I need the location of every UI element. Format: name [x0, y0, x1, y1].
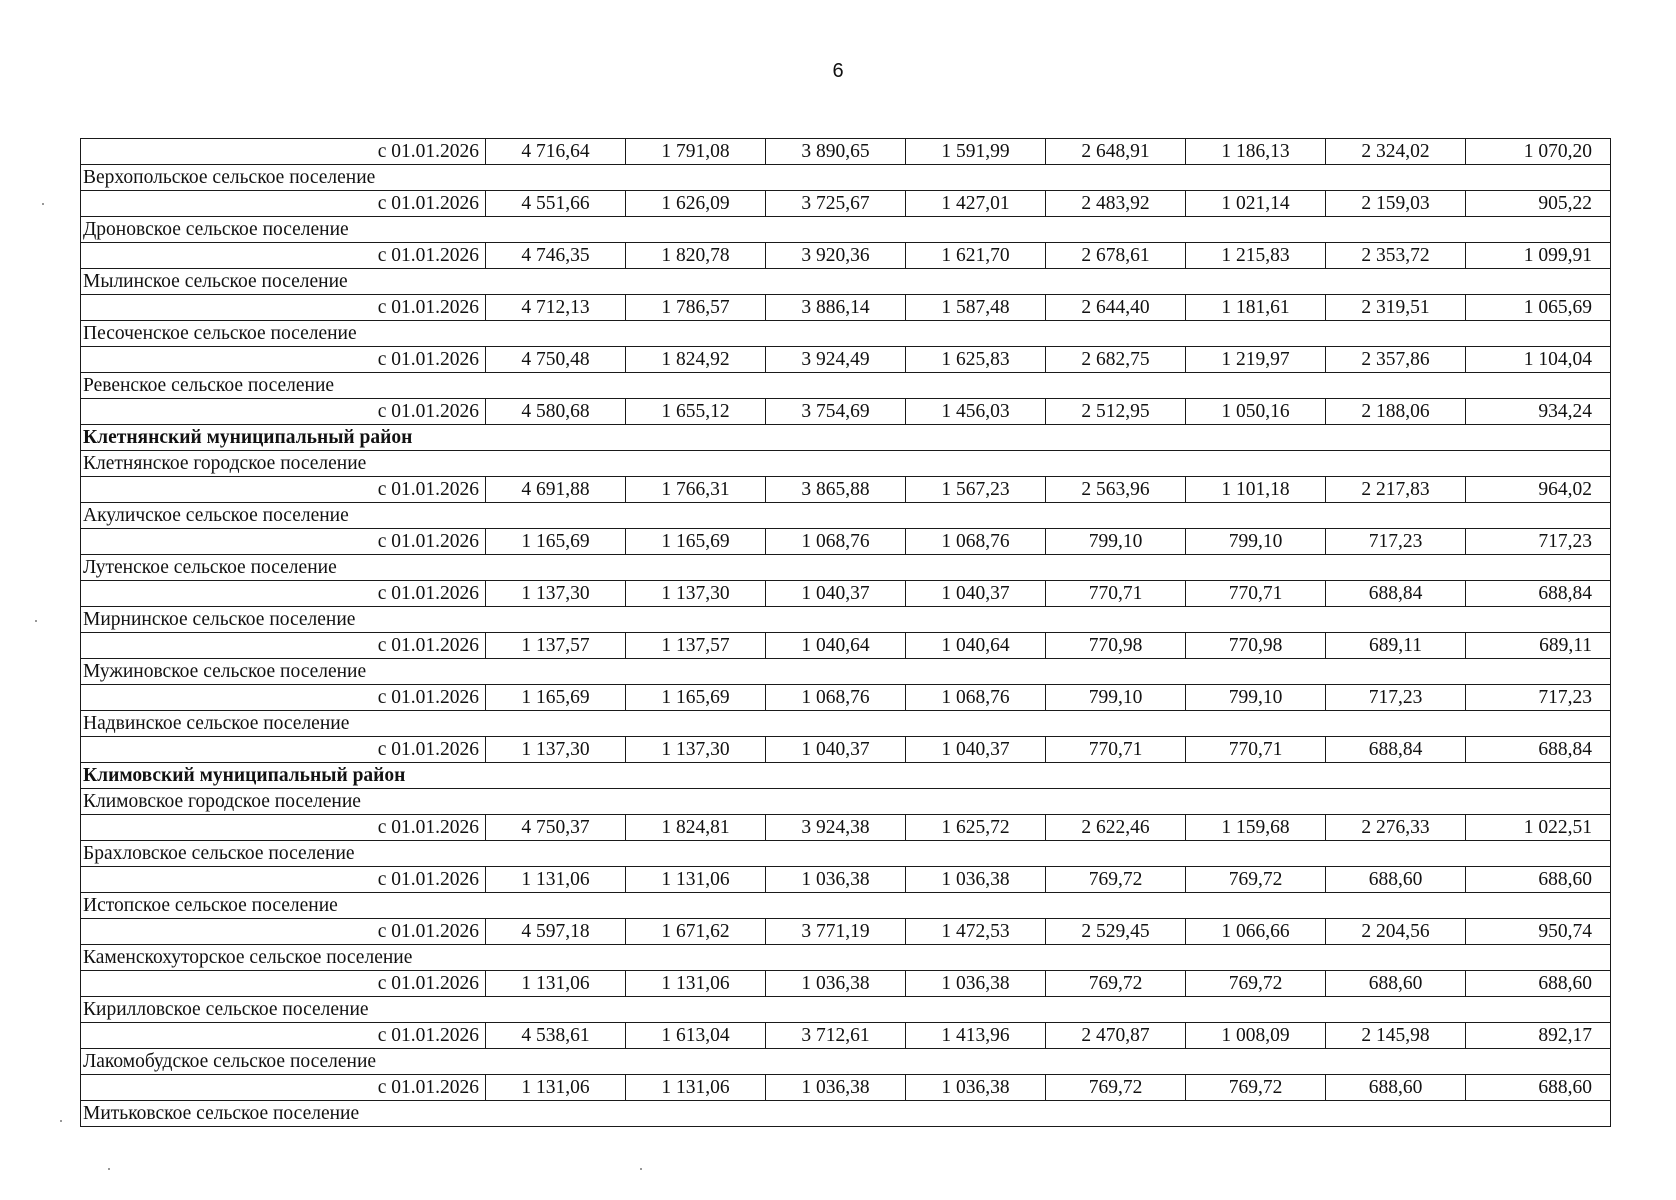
effective-date-cell: с 01.01.2026 — [81, 867, 486, 893]
tariff-value-cell: 1 219,97 — [1186, 347, 1326, 373]
tariff-value-cell: 1 591,99 — [906, 139, 1046, 165]
tariff-value-cell: 1 625,83 — [906, 347, 1046, 373]
tariff-value-cell: 769,72 — [1046, 971, 1186, 997]
tariff-values-row — [81, 347, 1611, 373]
tariff-value-cell: 717,23 — [1326, 685, 1466, 711]
tariff-value-cell: 4 538,61 — [486, 1023, 626, 1049]
tariff-value-cell: 688,60 — [1326, 867, 1466, 893]
settlement-row — [81, 945, 1611, 971]
settlement-row — [81, 1101, 1611, 1127]
tariff-value-cell: 4 597,18 — [486, 919, 626, 945]
tariff-value-cell: 1 036,38 — [906, 1075, 1046, 1101]
tariff-value-cell: 1 186,13 — [1186, 139, 1326, 165]
tariff-values-row — [81, 685, 1611, 711]
effective-date-cell: с 01.01.2026 — [81, 295, 486, 321]
tariff-value-cell: 1 137,30 — [626, 737, 766, 763]
tariff-value-cell: 1 137,30 — [486, 737, 626, 763]
tariff-value-cell: 1 068,76 — [766, 529, 906, 555]
tariff-value-cell: 3 886,14 — [766, 295, 906, 321]
tariff-value-cell: 1 165,69 — [486, 529, 626, 555]
scan-speck — [640, 1168, 642, 1170]
tariff-value-cell: 1 824,81 — [626, 815, 766, 841]
tariff-value-cell: 1 131,06 — [486, 867, 626, 893]
tariff-value-cell: 1 131,06 — [486, 971, 626, 997]
tariff-value-cell: 2 678,61 — [1046, 243, 1186, 269]
tariff-values-row — [81, 1023, 1611, 1049]
tariff-value-cell: 1 036,38 — [766, 867, 906, 893]
tariff-value-cell: 4 551,66 — [486, 191, 626, 217]
effective-date-cell: с 01.01.2026 — [81, 581, 486, 607]
tariff-values-row — [81, 529, 1611, 555]
settlement-row — [81, 217, 1611, 243]
settlement-name: Ревенское сельское поселение — [81, 373, 1611, 399]
tariff-value-cell: 2 512,95 — [1046, 399, 1186, 425]
tariff-value-cell: 2 622,46 — [1046, 815, 1186, 841]
tariff-value-cell: 1 131,06 — [486, 1075, 626, 1101]
settlement-name: Мужиновское сельское поселение — [81, 659, 1611, 685]
effective-date-cell: с 01.01.2026 — [81, 347, 486, 373]
tariff-values-row — [81, 477, 1611, 503]
settlement-name: Климовское городское поселение — [81, 789, 1611, 815]
tariff-value-cell: 688,84 — [1466, 737, 1611, 763]
effective-date-cell: с 01.01.2026 — [81, 477, 486, 503]
tariff-value-cell: 799,10 — [1046, 685, 1186, 711]
effective-date-cell: с 01.01.2026 — [81, 685, 486, 711]
effective-date-cell: с 01.01.2026 — [81, 919, 486, 945]
tariff-values-row — [81, 1075, 1611, 1101]
tariff-value-cell: 4 580,68 — [486, 399, 626, 425]
settlement-name: Каменскохуторское сельское поселение — [81, 945, 1611, 971]
tariff-value-cell: 1 068,76 — [766, 685, 906, 711]
settlement-row — [81, 893, 1611, 919]
tariff-value-cell: 1 587,48 — [906, 295, 1046, 321]
tariff-value-cell: 717,23 — [1466, 529, 1611, 555]
tariff-value-cell: 1 068,76 — [906, 529, 1046, 555]
settlement-row — [81, 789, 1611, 815]
tariff-value-cell: 1 040,37 — [766, 581, 906, 607]
tariff-value-cell: 2 217,83 — [1326, 477, 1466, 503]
tariff-value-cell: 1 036,38 — [906, 867, 1046, 893]
tariff-value-cell: 1 427,01 — [906, 191, 1046, 217]
tariff-value-cell: 3 754,69 — [766, 399, 906, 425]
settlement-name: Дроновское сельское поселение — [81, 217, 1611, 243]
effective-date-cell: с 01.01.2026 — [81, 971, 486, 997]
tariff-values-row — [81, 399, 1611, 425]
effective-date-cell: с 01.01.2026 — [81, 191, 486, 217]
tariff-table — [80, 138, 1611, 1127]
tariff-value-cell: 3 920,36 — [766, 243, 906, 269]
tariff-value-cell: 1 104,04 — [1466, 347, 1611, 373]
tariff-value-cell: 1 065,69 — [1466, 295, 1611, 321]
tariff-value-cell: 1 040,37 — [906, 581, 1046, 607]
effective-date-cell: с 01.01.2026 — [81, 737, 486, 763]
tariff-value-cell: 2 353,72 — [1326, 243, 1466, 269]
tariff-value-cell: 1 040,37 — [766, 737, 906, 763]
settlement-row — [81, 451, 1611, 477]
tariff-value-cell: 1 050,16 — [1186, 399, 1326, 425]
tariff-value-cell: 689,11 — [1466, 633, 1611, 659]
tariff-value-cell: 1 215,83 — [1186, 243, 1326, 269]
tariff-value-cell: 3 725,67 — [766, 191, 906, 217]
settlement-name: Песоченское сельское поселение — [81, 321, 1611, 347]
tariff-value-cell: 950,74 — [1466, 919, 1611, 945]
settlement-row — [81, 555, 1611, 581]
tariff-value-cell: 964,02 — [1466, 477, 1611, 503]
tariff-value-cell: 1 824,92 — [626, 347, 766, 373]
scan-speck — [60, 1120, 62, 1122]
tariff-value-cell: 717,23 — [1326, 529, 1466, 555]
district-header-row — [81, 425, 1611, 451]
tariff-value-cell: 4 750,37 — [486, 815, 626, 841]
tariff-value-cell: 1 137,57 — [486, 633, 626, 659]
tariff-value-cell: 770,71 — [1046, 581, 1186, 607]
scan-speck — [108, 1168, 110, 1170]
tariff-value-cell: 892,17 — [1466, 1023, 1611, 1049]
tariff-value-cell: 799,10 — [1186, 685, 1326, 711]
tariff-value-cell: 2 159,03 — [1326, 191, 1466, 217]
tariff-value-cell: 2 682,75 — [1046, 347, 1186, 373]
page-number: 6 — [832, 60, 844, 82]
tariff-value-cell: 2 563,96 — [1046, 477, 1186, 503]
settlement-name: Верхопольское сельское поселение — [81, 165, 1611, 191]
tariff-value-cell: 3 712,61 — [766, 1023, 906, 1049]
effective-date-cell: с 01.01.2026 — [81, 399, 486, 425]
scan-speck — [42, 203, 44, 205]
table-body — [81, 139, 1611, 1127]
settlement-row — [81, 269, 1611, 295]
tariff-value-cell: 1 766,31 — [626, 477, 766, 503]
tariff-value-cell: 1 101,18 — [1186, 477, 1326, 503]
tariff-value-cell: 1 036,38 — [766, 1075, 906, 1101]
tariff-value-cell: 1 613,04 — [626, 1023, 766, 1049]
tariff-value-cell: 1 626,09 — [626, 191, 766, 217]
settlement-row — [81, 321, 1611, 347]
tariff-value-cell: 3 865,88 — [766, 477, 906, 503]
tariff-value-cell: 1 655,12 — [626, 399, 766, 425]
settlement-name: Брахловское сельское поселение — [81, 841, 1611, 867]
tariff-value-cell: 2 470,87 — [1046, 1023, 1186, 1049]
tariff-value-cell: 717,23 — [1466, 685, 1611, 711]
effective-date-cell: с 01.01.2026 — [81, 1075, 486, 1101]
tariff-value-cell: 1 036,38 — [906, 971, 1046, 997]
tariff-value-cell: 770,71 — [1186, 737, 1326, 763]
tariff-value-cell: 1 567,23 — [906, 477, 1046, 503]
tariff-value-cell: 689,11 — [1326, 633, 1466, 659]
tariff-value-cell: 688,84 — [1326, 581, 1466, 607]
tariff-value-cell: 769,72 — [1186, 1075, 1326, 1101]
settlement-row — [81, 841, 1611, 867]
tariff-value-cell: 1 456,03 — [906, 399, 1046, 425]
district-name: Клетнянский муниципальный район — [81, 425, 1611, 451]
tariff-value-cell: 770,71 — [1186, 581, 1326, 607]
tariff-value-cell: 769,72 — [1186, 971, 1326, 997]
settlement-row — [81, 659, 1611, 685]
tariff-values-row — [81, 633, 1611, 659]
tariff-value-cell: 1 159,68 — [1186, 815, 1326, 841]
settlement-row — [81, 607, 1611, 633]
tariff-value-cell: 1 040,37 — [906, 737, 1046, 763]
tariff-value-cell: 799,10 — [1186, 529, 1326, 555]
settlement-row — [81, 373, 1611, 399]
tariff-value-cell: 1 036,38 — [766, 971, 906, 997]
settlement-name: Клетнянское городское поселение — [81, 451, 1611, 477]
tariff-values-row — [81, 581, 1611, 607]
tariff-value-cell: 2 648,91 — [1046, 139, 1186, 165]
tariff-value-cell: 3 771,19 — [766, 919, 906, 945]
scan-speck — [35, 620, 37, 622]
tariff-value-cell: 688,60 — [1326, 1075, 1466, 1101]
tariff-values-row — [81, 243, 1611, 269]
tariff-value-cell: 4 691,88 — [486, 477, 626, 503]
effective-date-cell: с 01.01.2026 — [81, 1023, 486, 1049]
tariff-value-cell: 688,60 — [1326, 971, 1466, 997]
settlement-name: Надвинское сельское поселение — [81, 711, 1611, 737]
tariff-value-cell: 1 099,91 — [1466, 243, 1611, 269]
tariff-value-cell: 1 413,96 — [906, 1023, 1046, 1049]
tariff-value-cell: 2 644,40 — [1046, 295, 1186, 321]
tariff-value-cell: 1 137,57 — [626, 633, 766, 659]
tariff-value-cell: 1 070,20 — [1466, 139, 1611, 165]
settlement-name: Истопское сельское поселение — [81, 893, 1611, 919]
tariff-value-cell: 688,60 — [1466, 867, 1611, 893]
tariff-value-cell: 1 137,30 — [626, 581, 766, 607]
effective-date-cell: с 01.01.2026 — [81, 139, 486, 165]
tariff-value-cell: 1 022,51 — [1466, 815, 1611, 841]
effective-date-cell: с 01.01.2026 — [81, 529, 486, 555]
tariff-value-cell: 1 181,61 — [1186, 295, 1326, 321]
tariff-value-cell: 4 716,64 — [486, 139, 626, 165]
tariff-value-cell: 1 137,30 — [486, 581, 626, 607]
effective-date-cell: с 01.01.2026 — [81, 815, 486, 841]
tariff-value-cell: 4 750,48 — [486, 347, 626, 373]
tariff-value-cell: 905,22 — [1466, 191, 1611, 217]
settlement-name: Акуличское сельское поселение — [81, 503, 1611, 529]
tariff-value-cell: 934,24 — [1466, 399, 1611, 425]
tariff-value-cell: 1 021,14 — [1186, 191, 1326, 217]
tariff-value-cell: 688,84 — [1326, 737, 1466, 763]
tariff-values-row — [81, 919, 1611, 945]
tariff-value-cell: 2 319,51 — [1326, 295, 1466, 321]
tariff-value-cell: 1 068,76 — [906, 685, 1046, 711]
tariff-value-cell: 2 483,92 — [1046, 191, 1186, 217]
tariff-values-row — [81, 295, 1611, 321]
tariff-value-cell: 3 890,65 — [766, 139, 906, 165]
tariff-value-cell: 770,71 — [1046, 737, 1186, 763]
tariff-value-cell: 1 131,06 — [626, 1075, 766, 1101]
tariff-values-row — [81, 139, 1611, 165]
tariff-value-cell: 688,60 — [1466, 971, 1611, 997]
tariff-value-cell: 769,72 — [1046, 1075, 1186, 1101]
settlement-name: Мирнинское сельское поселение — [81, 607, 1611, 633]
settlement-name: Лакомобудское сельское поселение — [81, 1049, 1611, 1075]
tariff-value-cell: 1 040,64 — [766, 633, 906, 659]
settlement-name: Митьковское сельское поселение — [81, 1101, 1611, 1127]
tariff-value-cell: 4 746,35 — [486, 243, 626, 269]
effective-date-cell: с 01.01.2026 — [81, 243, 486, 269]
tariff-value-cell: 3 924,38 — [766, 815, 906, 841]
tariff-value-cell: 1 165,69 — [626, 529, 766, 555]
tariff-values-row — [81, 191, 1611, 217]
tariff-value-cell: 1 131,06 — [626, 867, 766, 893]
tariff-value-cell: 2 188,06 — [1326, 399, 1466, 425]
tariff-value-cell: 1 131,06 — [626, 971, 766, 997]
district-name: Климовский муниципальный район — [81, 763, 1611, 789]
tariff-value-cell: 1 820,78 — [626, 243, 766, 269]
district-header-row — [81, 763, 1611, 789]
tariff-value-cell: 3 924,49 — [766, 347, 906, 373]
tariff-value-cell: 799,10 — [1046, 529, 1186, 555]
tariff-value-cell: 769,72 — [1046, 867, 1186, 893]
tariff-value-cell: 1 621,70 — [906, 243, 1046, 269]
tariff-value-cell: 2 204,56 — [1326, 919, 1466, 945]
tariff-value-cell: 1 791,08 — [626, 139, 766, 165]
settlement-name: Лутенское сельское поселение — [81, 555, 1611, 581]
tariff-value-cell: 770,98 — [1186, 633, 1326, 659]
tariff-value-cell: 1 040,64 — [906, 633, 1046, 659]
tariff-value-cell: 1 165,69 — [626, 685, 766, 711]
settlement-row — [81, 503, 1611, 529]
settlement-row — [81, 1049, 1611, 1075]
settlement-name: Кирилловское сельское поселение — [81, 997, 1611, 1023]
settlement-row — [81, 711, 1611, 737]
tariff-values-row — [81, 867, 1611, 893]
tariff-value-cell: 1 671,62 — [626, 919, 766, 945]
tariff-value-cell: 2 529,45 — [1046, 919, 1186, 945]
tariff-value-cell: 2 324,02 — [1326, 139, 1466, 165]
tariff-values-row — [81, 971, 1611, 997]
effective-date-cell: с 01.01.2026 — [81, 633, 486, 659]
settlement-row — [81, 997, 1611, 1023]
tariff-value-cell: 1 066,66 — [1186, 919, 1326, 945]
tariff-value-cell: 2 357,86 — [1326, 347, 1466, 373]
tariff-value-cell: 1 008,09 — [1186, 1023, 1326, 1049]
tariff-value-cell: 688,60 — [1466, 1075, 1611, 1101]
tariff-value-cell: 1 165,69 — [486, 685, 626, 711]
tariff-value-cell: 769,72 — [1186, 867, 1326, 893]
tariff-value-cell: 770,98 — [1046, 633, 1186, 659]
tariff-value-cell: 2 276,33 — [1326, 815, 1466, 841]
tariff-value-cell: 1 625,72 — [906, 815, 1046, 841]
settlement-row — [81, 165, 1611, 191]
tariff-values-row — [81, 737, 1611, 763]
tariff-value-cell: 688,84 — [1466, 581, 1611, 607]
tariff-value-cell: 2 145,98 — [1326, 1023, 1466, 1049]
tariff-values-row — [81, 815, 1611, 841]
tariff-value-cell: 4 712,13 — [486, 295, 626, 321]
settlement-name: Мылинское сельское поселение — [81, 269, 1611, 295]
tariff-value-cell: 1 472,53 — [906, 919, 1046, 945]
tariff-value-cell: 1 786,57 — [626, 295, 766, 321]
